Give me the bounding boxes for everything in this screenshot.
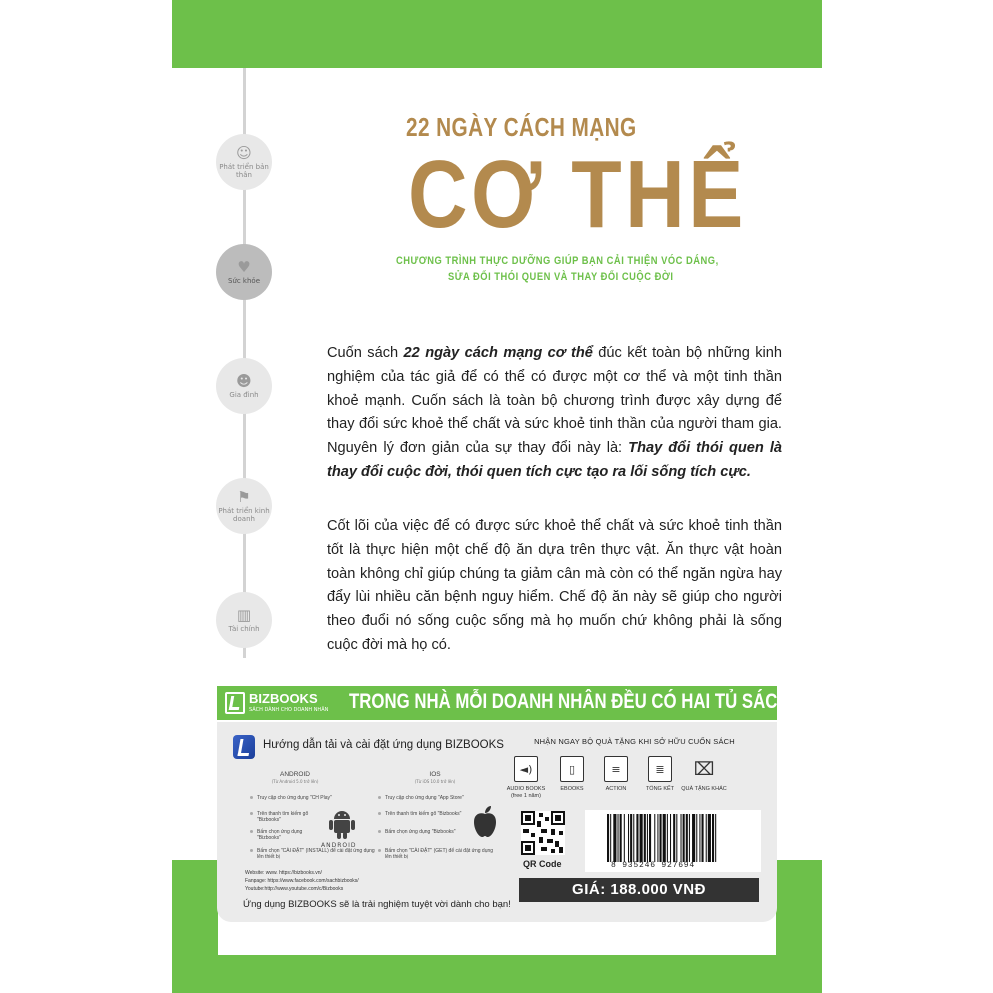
android-wordmark: ANDROID [321, 842, 357, 849]
book-title-line1: 22 NGÀY CÁCH MẠNG [406, 112, 637, 142]
category-personal-development [216, 134, 272, 190]
app-footer-text: Ứng dụng BIZBOOKS sẽ là trải nghiệm tuyệt vời dành cho bạn! [243, 899, 511, 910]
android-heading: ANDROID [280, 771, 310, 778]
contact-links [245, 869, 359, 893]
book-subtitle-line1: CHƯƠNG TRÌNH THỰC DƯỠNG GIÚP BẠN CẢI THIỆN VÓC DÁNG, [396, 255, 719, 267]
book-title-line2: CƠ THỂ [408, 141, 747, 248]
publisher-banner [217, 686, 790, 720]
gift-label: ACTION [605, 786, 627, 792]
business-growth-icon: ⚑ [237, 488, 251, 506]
app-install-title: Hướng dẫn tải và cài đặt ứng dụng BIZBOOKS [263, 739, 504, 751]
info-panel [217, 722, 777, 922]
youtube-link: Youtube:http://www.youtube.com/c/Bizbooks [245, 886, 344, 892]
bottom-green-band [172, 955, 822, 993]
speaker-icon: ◄) [514, 756, 538, 782]
ios-step-2: Trên thanh tìm kiếm gõ "Bizbooks" [385, 811, 465, 817]
website-link: Website: www. https://bizbooks.vn/ [245, 870, 322, 876]
ebook-icon: ▯ [560, 756, 584, 782]
book-title-inline: 22 ngày cách mạng cơ thể [403, 345, 593, 361]
category-label: Gia đình [229, 391, 259, 399]
gift-label: AUDIO BOOKS (free 1 năm) [506, 786, 546, 799]
ios-heading: IOS [429, 771, 441, 778]
category-label: Phát triển kinh doanh [218, 507, 270, 523]
back-cover [172, 0, 822, 993]
bizbooks-logo-icon [225, 692, 245, 714]
gift-item-action [593, 756, 639, 793]
paragraph-text: Cuốn sách [327, 345, 404, 361]
category-finance [216, 592, 272, 648]
category-health [216, 244, 272, 300]
qr-code-label: QR Code [523, 859, 562, 869]
price-label: GIÁ: 188.000 VNĐ [519, 878, 759, 902]
bizbooks-app-icon [233, 735, 255, 759]
summary-doc-icon: ≣ [648, 756, 672, 782]
android-robot-icon [329, 808, 355, 840]
gift-label: QUÀ TẶNG KHÁC [681, 786, 727, 792]
gift-offer-title: NHẬN NGAY BỘ QUÀ TẶNG KHI SỞ HỮU CUỐN SÁCH [534, 737, 735, 746]
bizbooks-logo [223, 690, 333, 716]
category-label: Phát triển bản thân [219, 163, 269, 179]
gift-item-audiobooks [503, 756, 549, 800]
android-step-3: Bấm chọn ứng dụng "Bizbooks" [257, 829, 325, 841]
gift-item-ebooks [549, 756, 595, 793]
gift-label: EBOOKS [560, 786, 584, 792]
apple-logo-icon [472, 804, 498, 838]
description-paragraph-1 [327, 342, 782, 485]
hand-heart-icon: ♥ [237, 258, 251, 276]
android-step-4: Bấm chọn "CÀI ĐẶT" (INSTALL) để cài đặt ứng dụng lên thiết bị [257, 848, 377, 860]
android-step-1: Truy cập cho ứng dụng "CH Play" [257, 795, 357, 801]
ios-version-note: (Từ iOS 10.0 trở lên) [414, 779, 456, 784]
book-subtitle-line2: SỬA ĐỔI THÓI QUEN VÀ THAY ĐỔI CUỘC ĐỜI [448, 271, 674, 283]
key-quote: Thay đổi thói quen là thay đổi cuộc đời, thói quen tích cực tạo ra lối sống tích cực. [327, 440, 782, 480]
action-doc-icon: ≡ [604, 756, 628, 782]
qr-code [521, 811, 565, 855]
gift-item-summary [637, 756, 683, 793]
gift-icon: ⌧ [693, 758, 715, 780]
finance-chart-icon: ▥ [236, 606, 252, 624]
family-icon: ☻ [236, 372, 252, 390]
barcode-number: 8 935246 927694 [611, 861, 696, 870]
brand-name: BIZBOOKS [249, 691, 318, 706]
ios-step-4: Bấm chọn "CÀI ĐẶT" (GET) để cài đặt ứng dụng lên thiết bị [385, 848, 494, 860]
publisher-slogan: TRONG NHÀ MỖI DOANH NHÂN ĐỀU CÓ HAI TỦ SÁCH [349, 690, 790, 713]
paragraph-text: đúc kết toàn bộ những kinh nghiệm của tác giả để có thể có được một cơ thể và một tinh thần khoẻ mạnh. Cuốn sách là toàn bộ chương trình được xây dựng để thay đổi sức khoẻ thể chất và sức khoẻ tinh thần của người tham gia. Nguyên lý đơn giản của sự thay đổi này là: [327, 345, 783, 457]
android-version-note: (Từ Android 5.0 trở lên) [271, 779, 319, 784]
brand-tagline: SÁCH DÀNH CHO DOANH NHÂN [249, 707, 329, 713]
gift-label: TỔNG KẾT [645, 786, 675, 792]
gift-offer-box [507, 734, 762, 897]
ios-step-1: Truy cập cho ứng dụng "App Store" [385, 795, 485, 801]
category-family [216, 358, 272, 414]
description-paragraph-2: Cốt lõi của việc để có được sức khoẻ thể chất và sức khoẻ tinh thần tốt là thực hiện một chế độ ăn dựa trên thực vật. Ăn thực vật hoàn toàn không chỉ giúp chúng ta giảm cân mà còn có thể ngăn ngừa hay đẩy lùi nhiều căn bệnh nguy hiểm. Chế độ ăn này sẽ giúp cho người theo đuổi nó sống cuộc sống mà họ muốn chứ không phải là sống cuộc đời mà họ có. [327, 518, 782, 653]
ios-step-3: Bấm chọn ứng dụng "Bizbooks" [385, 829, 465, 835]
person-idea-icon: ☺ [236, 144, 252, 162]
android-step-2: Trên thanh tìm kiếm gõ "Bizbooks" [257, 811, 325, 823]
top-green-band [172, 0, 822, 68]
category-business [216, 478, 272, 534]
category-label: Tài chính [228, 625, 260, 633]
gift-item-other [681, 756, 727, 793]
category-label: Sức khỏe [227, 277, 261, 285]
fanpage-link: Fanpage: https://www.facebook.com/sachbizbooks/ [245, 878, 359, 884]
